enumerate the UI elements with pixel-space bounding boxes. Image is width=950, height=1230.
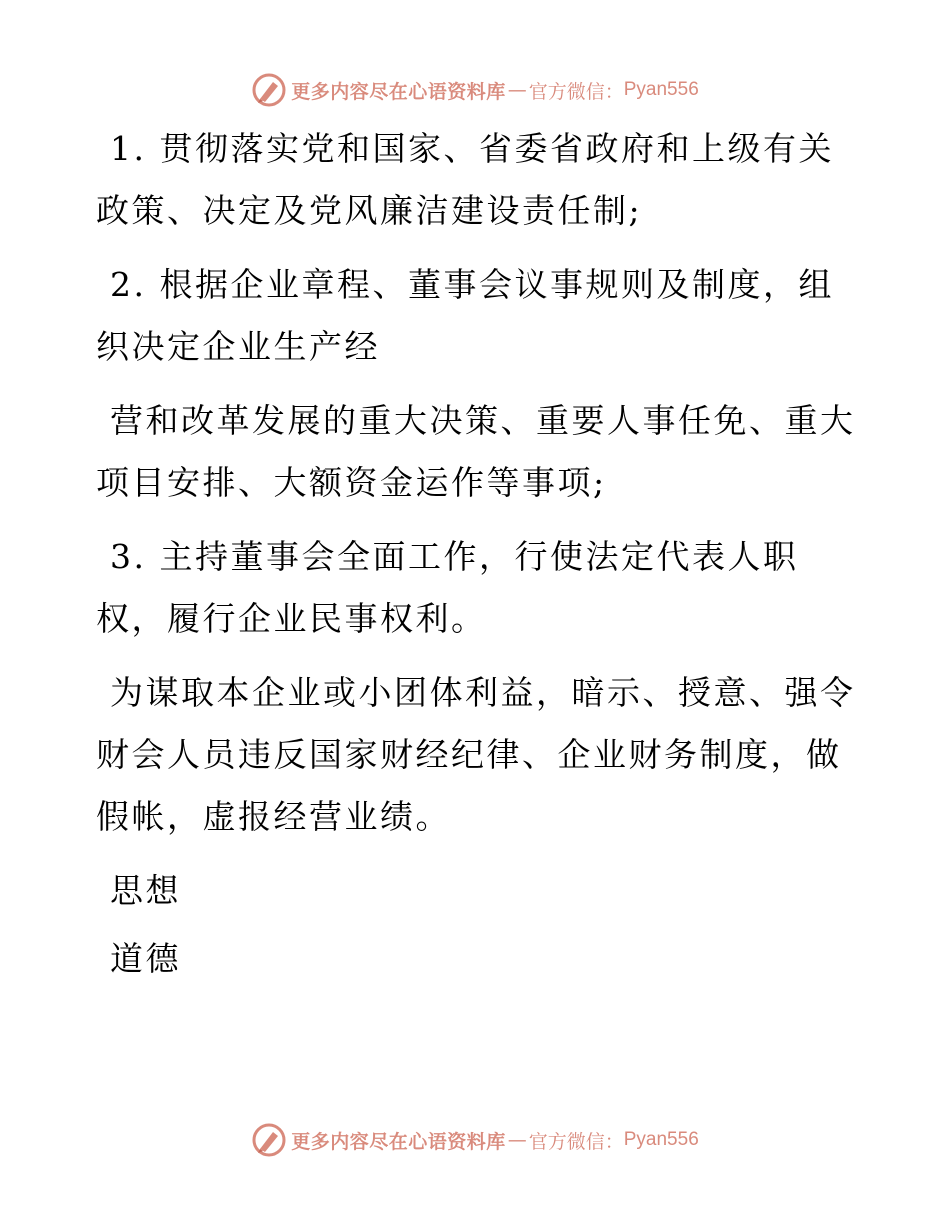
footer-watermark (0, 1120, 950, 1160)
footer-wechat-label: 官方微信： (528, 1130, 624, 1153)
paragraph-2: 2. 根据企业章程、董事会议事规则及制度，组织决定企业生产经 (96, 265, 834, 366)
paragraph-5: 为谋取本企业或小团体利益，暗示、授意、强令财会人员违反国家财经纪律、企业财务制度，做假帐，虚报经营业绩。 (96, 673, 856, 836)
footer-wechat-id: Pyan556 (623, 1129, 699, 1150)
header-wechat-id: Pyan556 (623, 79, 699, 100)
paragraph-7: 道德 (110, 939, 181, 978)
header-watermark (0, 70, 950, 110)
header-dash: — (507, 79, 527, 101)
footer-dash: — (507, 1129, 527, 1151)
paragraph-4: 3. 主持董事会全面工作，行使法定代表人职权，履行企业民事权利。 (96, 537, 799, 638)
document-body (96, 118, 866, 996)
header-wechat-label: 官方微信： (528, 80, 624, 103)
paragraph-6: 思想 (110, 871, 181, 910)
pen-logo-icon (251, 1122, 287, 1158)
paragraph-3: 营和改革发展的重大决策、重要人事任免、重大项目安排、大额资金运作等事项; (96, 401, 856, 502)
paragraph-1: 1. 贯彻落实党和国家、省委省政府和上级有关政策、决定及党风廉洁建设责任制; (96, 129, 834, 230)
header-site-text: 更多内容尽在心语资料库 (291, 80, 506, 103)
pen-logo-icon (251, 72, 287, 108)
footer-site-text: 更多内容尽在心语资料库 (291, 1130, 506, 1153)
